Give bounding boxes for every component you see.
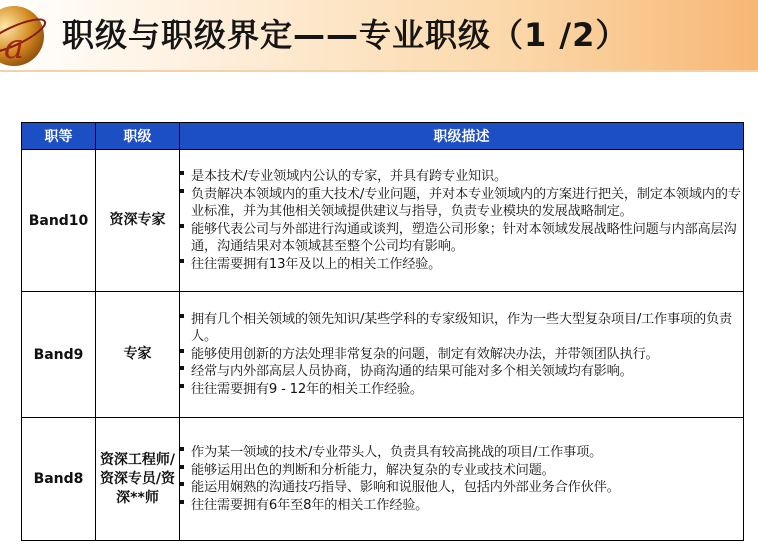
list-item: 作为某一领域的技术/专业带头人，负责具有较高挑战的项目/工作事项。 bbox=[180, 444, 743, 462]
description-list bbox=[180, 168, 743, 273]
level-cell: 专家 bbox=[96, 292, 180, 418]
list-item: 往往需要拥有13年及以上的相关工作经验。 bbox=[180, 256, 743, 274]
list-item: 往往需要拥有6年至8年的相关工作经验。 bbox=[180, 497, 743, 515]
page-title: 职级与职级界定——专业职级（1 /2） bbox=[62, 16, 629, 54]
title-banner bbox=[0, 0, 758, 72]
table-header-row bbox=[22, 123, 744, 150]
header-grade: 职等 bbox=[22, 123, 96, 150]
list-item: 经常与内外部高层人员协商，协商沟通的结果可能对多个相关领域均有影响。 bbox=[180, 363, 743, 381]
list-item: 往往需要拥有9 - 12年的相关工作经验。 bbox=[180, 381, 743, 399]
svg-text:a: a bbox=[4, 27, 25, 67]
band-cell: Band10 bbox=[22, 150, 96, 292]
header-level: 职级 bbox=[96, 123, 180, 150]
list-item: 能够代表公司与外部进行沟通或谈判，塑造公司形象；针对本领域发展战略性问题与内部高层沟通，沟通结果对本领域甚至整个公司均有影响。 bbox=[180, 221, 743, 256]
description-cell bbox=[180, 150, 744, 292]
description-cell bbox=[180, 292, 744, 418]
list-item: 能够使用创新的方法处理非常复杂的问题，制定有效解决办法，并带领团队执行。 bbox=[180, 346, 743, 364]
list-item: 是本技术/专业领域内公认的专家，并具有跨专业知识。 bbox=[180, 168, 743, 186]
description-list bbox=[180, 311, 743, 399]
band-cell: Band9 bbox=[22, 292, 96, 418]
list-item: 能运用娴熟的沟通技巧指导、影响和说服他人，包括内外部业务合作伙伴。 bbox=[180, 479, 743, 497]
band-cell: Band8 bbox=[22, 418, 96, 541]
list-item: 拥有几个相关领域的领先知识/某些学科的专家级知识，作为一些大型复杂项目/工作事项的负责人。 bbox=[180, 311, 743, 346]
level-cell: 资深专家 bbox=[96, 150, 180, 292]
header-description: 职级描述 bbox=[180, 123, 744, 150]
table-row bbox=[22, 292, 744, 418]
table-row bbox=[22, 150, 744, 292]
description-cell bbox=[180, 418, 744, 541]
table-row bbox=[22, 418, 744, 541]
logo-emblem-icon bbox=[0, 0, 50, 82]
list-item: 负责解决本领域内的重大技术/专业问题，并对本专业领域内的方案进行把关，制定本领域内的专业标准，并为其他相关领域提供建议与指导，负责专业模块的发展战略制定。 bbox=[180, 186, 743, 221]
list-item: 能够运用出色的判断和分析能力，解决复杂的专业或技术问题。 bbox=[180, 462, 743, 480]
description-list bbox=[180, 444, 743, 514]
level-cell: 资深工程师/资深专员/资深**师 bbox=[96, 418, 180, 541]
grade-table bbox=[21, 122, 744, 541]
